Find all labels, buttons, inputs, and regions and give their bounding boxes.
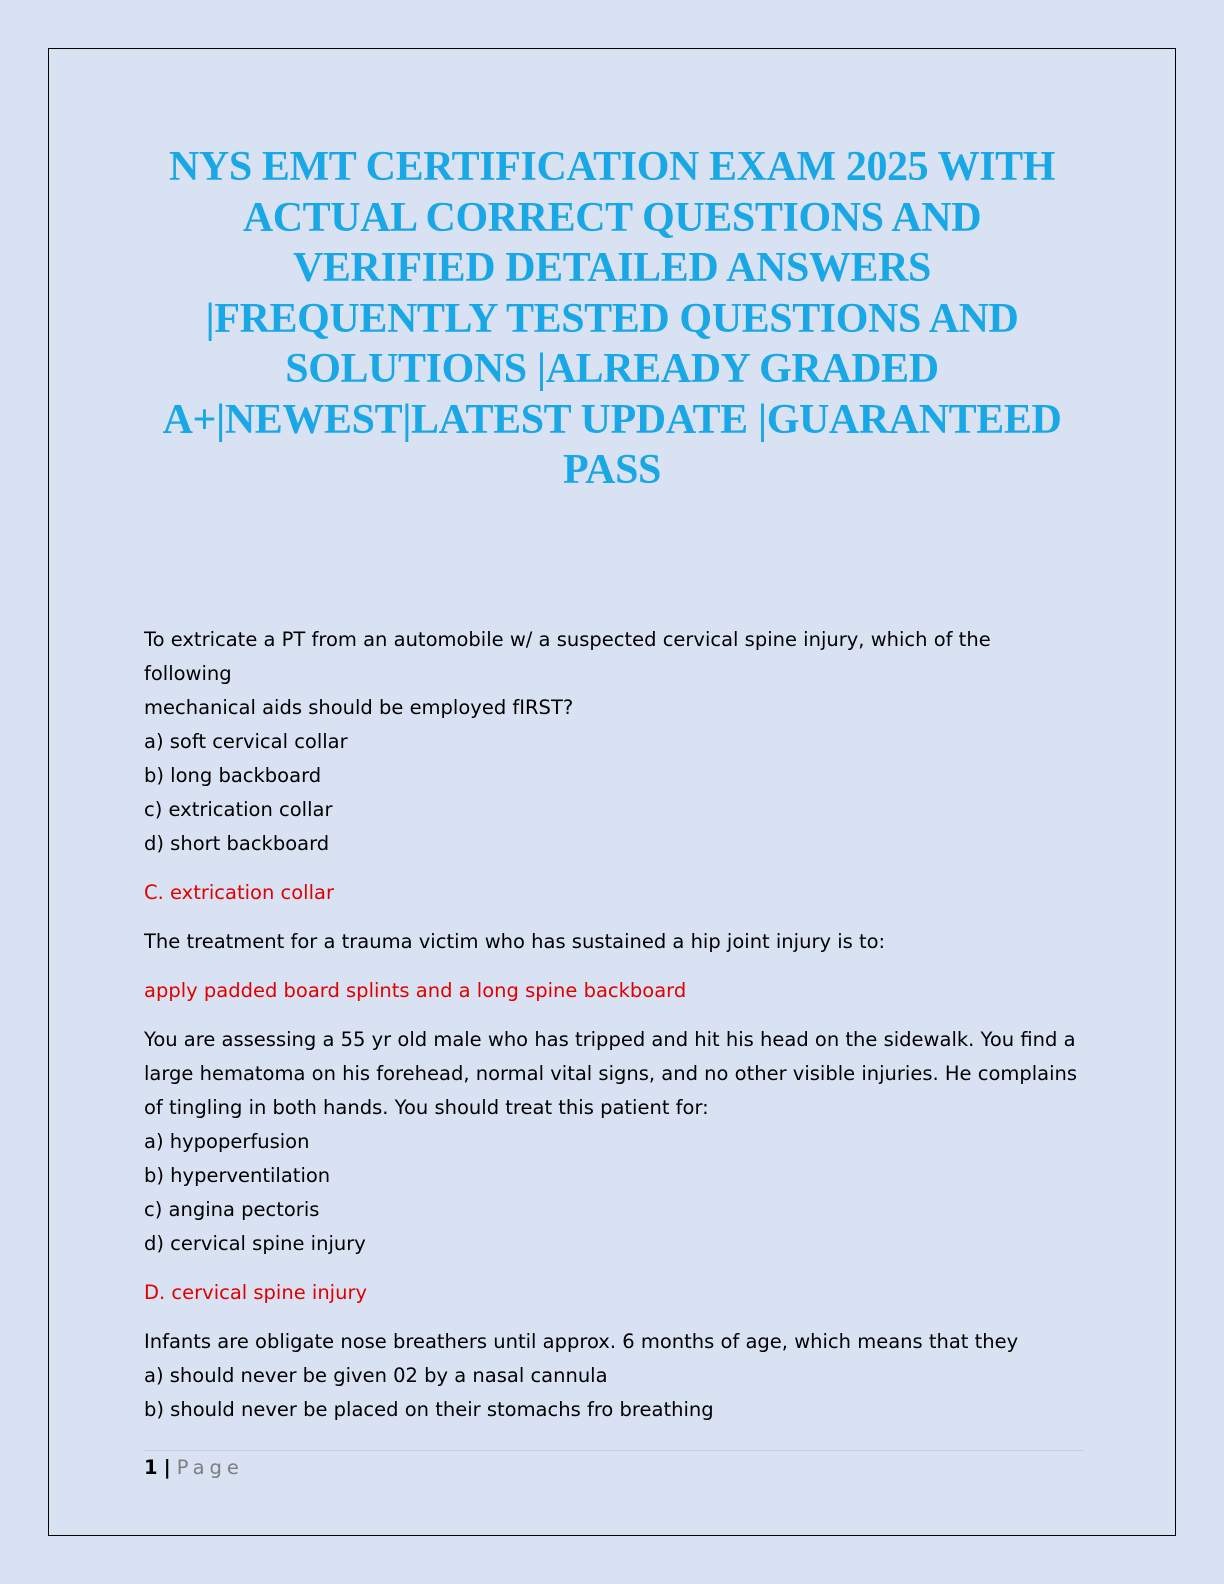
question-text: Infants are obligate nose breathers until approx. 6 months of age, which means that they — [144, 1330, 1019, 1353]
answer-option: c) extrication collar — [144, 798, 333, 821]
answer-option: d) cervical spine injury — [144, 1232, 366, 1255]
page-number: 1 — [144, 1456, 158, 1479]
answer-option: d) short backboard — [144, 832, 330, 855]
title-line: VERIFIED DETAILED ANSWERS — [292, 245, 932, 291]
title-line: PASS — [563, 447, 661, 493]
answer-option: a) soft cervical collar — [144, 730, 348, 753]
answer-option: c) angina pectoris — [144, 1198, 320, 1221]
title-line: |FREQUENTLY TESTED QUESTIONS AND — [205, 295, 1019, 342]
page-footer — [144, 1454, 244, 1482]
answer-option: a) hypoperfusion — [144, 1130, 310, 1153]
question-text: You are assessing a 55 yr old male who has tripped and hit his head on the sidewalk. You find a — [144, 1028, 1076, 1051]
question-text: To extricate a PT from an automobile w/ a suspected cervical spine injury, which of the following — [144, 628, 991, 685]
question-block — [144, 1325, 1084, 1427]
correct-answer: apply padded board splints and a long spine backboard — [144, 979, 687, 1002]
correct-answer: C. extrication collar — [144, 881, 334, 904]
page-label: Page — [176, 1456, 244, 1479]
document-body — [144, 623, 1084, 1442]
question-text: of tingling in both hands. You should treat this patient for: — [144, 1096, 709, 1119]
footer-separator: | — [163, 1456, 171, 1479]
question-block — [144, 623, 1084, 861]
footer-divider — [144, 1450, 1084, 1451]
answer-option: b) long backboard — [144, 764, 322, 787]
answer-option: b) should never be placed on their stomachs fro breathing — [144, 1398, 714, 1421]
title-line: A+|NEWEST|LATEST UPDATE |GUARANTEED — [162, 396, 1062, 443]
document-title — [120, 142, 1104, 496]
question-text: large hematoma on his forehead, normal vital signs, and no other visible injuries. He complains — [144, 1062, 1078, 1085]
title-line: NYS EMT CERTIFICATION EXAM 2025 WITH — [168, 144, 1056, 190]
question-text: The treatment for a trauma victim who has sustained a hip joint injury is to: — [144, 930, 886, 953]
title-line: ACTUAL CORRECT QUESTIONS AND — [242, 194, 982, 241]
answer-option: a) should never be given 02 by a nasal cannula — [144, 1364, 608, 1387]
answer-option: b) hyperventilation — [144, 1164, 331, 1187]
question-text: mechanical aids should be employed fIRST? — [144, 696, 574, 719]
question-block — [144, 1023, 1084, 1261]
title-line: SOLUTIONS |ALREADY GRADED — [285, 346, 939, 392]
question-block — [144, 925, 1084, 959]
correct-answer: D. cervical spine injury — [144, 1281, 368, 1304]
